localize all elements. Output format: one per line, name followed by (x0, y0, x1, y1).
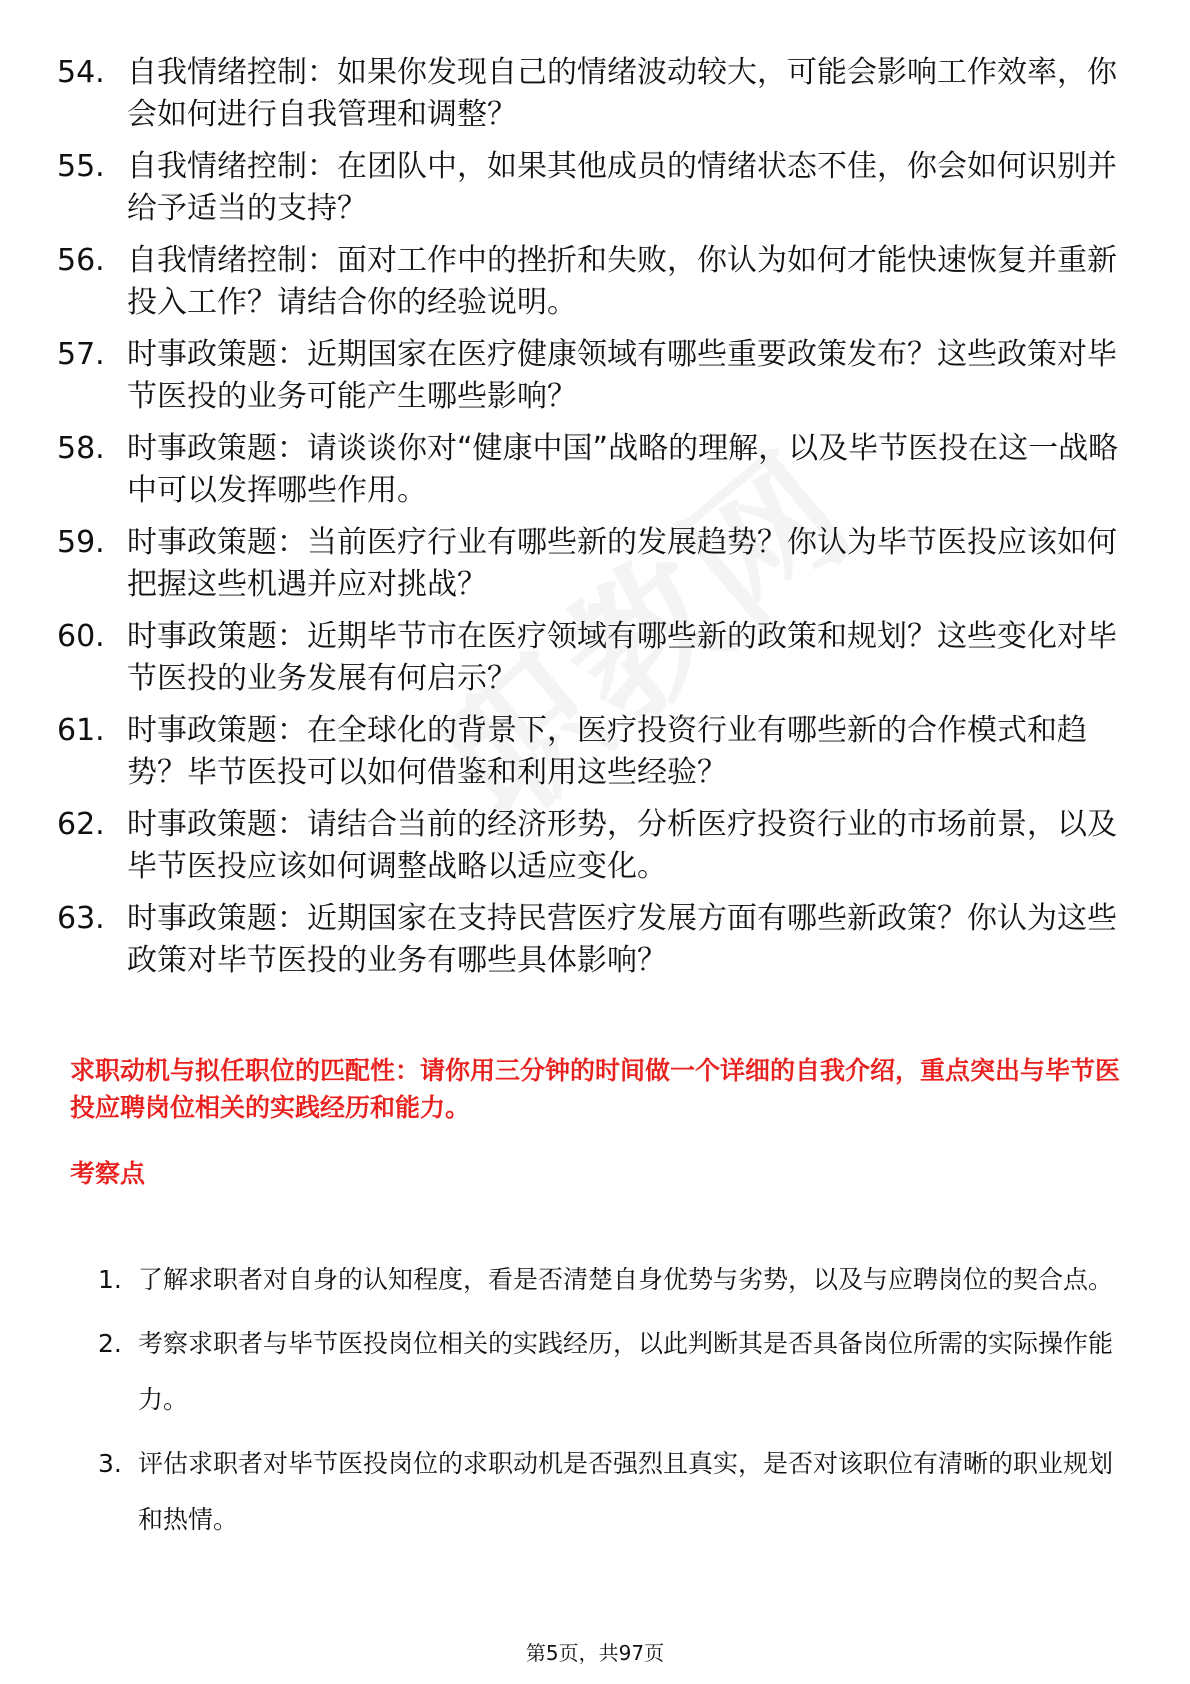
question-text: 时事政策题：近期国家在医疗健康领域有哪些重要政策发布？这些政策对毕节医投的业务可能产生哪些影响？ (127, 337, 1117, 414)
assessment-points (98, 1252, 1128, 1556)
question-item (57, 804, 1137, 888)
question-number: 54. (57, 55, 105, 90)
question-text: 时事政策题：当前医疗行业有哪些新的发展趋势？你认为毕节医投应该如何把握这些机遇并应对挑战？ (127, 525, 1117, 602)
question-number: 63. (57, 901, 105, 936)
point-number: 3. (98, 1449, 122, 1478)
question-item (57, 240, 1137, 324)
question-list (57, 52, 1137, 992)
question-item (57, 52, 1137, 136)
question-item (57, 710, 1137, 794)
point-item (98, 1436, 1128, 1548)
question-number: 60. (57, 619, 105, 654)
question-number: 55. (57, 149, 105, 184)
question-item (57, 334, 1137, 418)
section-title: 求职动机与拟任职位的匹配性：请你用三分钟的时间做一个详细的自我介绍，重点突出与毕节医投应聘岗位相关的实践经历和能力。 (70, 1056, 1121, 1122)
question-text: 时事政策题：近期国家在支持民营医疗发展方面有哪些新政策？你认为这些政策对毕节医投的业务有哪些具体影响？ (127, 901, 1117, 978)
question-item (57, 428, 1137, 512)
question-number: 57. (57, 337, 105, 372)
question-text: 自我情绪控制：如果你发现自己的情绪波动较大，可能会影响工作效率，你会如何进行自我管理和调整？ (127, 55, 1117, 132)
question-number: 56. (57, 243, 105, 278)
section-subtitle: 考察点 (70, 1159, 146, 1188)
question-item (57, 522, 1137, 606)
question-text: 时事政策题：在全球化的背景下，医疗投资行业有哪些新的合作模式和趋势？毕节医投可以如何借鉴和利用这些经验？ (127, 713, 1087, 790)
question-item (57, 616, 1137, 700)
question-item (57, 146, 1137, 230)
question-text: 自我情绪控制：在团队中，如果其他成员的情绪状态不佳，你会如何识别并给予适当的支持？ (127, 149, 1117, 226)
question-number: 62. (57, 807, 105, 842)
question-text: 时事政策题：请谈谈你对“健康中国”战略的理解，以及毕节医投在这一战略中可以发挥哪些作用。 (127, 431, 1119, 508)
point-text: 了解求职者对自身的认知程度，看是否清楚自身优势与劣势，以及与应聘岗位的契合点。 (138, 1265, 1114, 1294)
point-number: 2. (98, 1329, 122, 1358)
question-item (57, 898, 1137, 982)
question-number: 59. (57, 525, 105, 560)
question-number: 58. (57, 431, 105, 466)
point-item (98, 1252, 1128, 1308)
question-text: 时事政策题：近期毕节市在医疗领域有哪些新的政策和规划？这些变化对毕节医投的业务发展有何启示？ (127, 619, 1117, 696)
point-item (98, 1316, 1128, 1428)
page-footer: 第5页，共97页 (525, 1641, 665, 1665)
question-text: 自我情绪控制：面对工作中的挫折和失败，你认为如何才能快速恢复并重新投入工作？请结合你的经验说明。 (127, 243, 1117, 320)
point-number: 1. (98, 1265, 122, 1294)
question-text: 时事政策题：请结合当前的经济形势，分析医疗投资行业的市场前景，以及毕节医投应该如何调整战略以适应变化。 (127, 807, 1117, 884)
question-number: 61. (57, 713, 105, 748)
point-text: 考察求职者与毕节医投岗位相关的实践经历，以此判断其是否具备岗位所需的实际操作能力。 (138, 1329, 1114, 1414)
point-text: 评估求职者对毕节医投岗位的求职动机是否强烈且真实，是否对该职位有清晰的职业规划和热情。 (138, 1449, 1114, 1534)
